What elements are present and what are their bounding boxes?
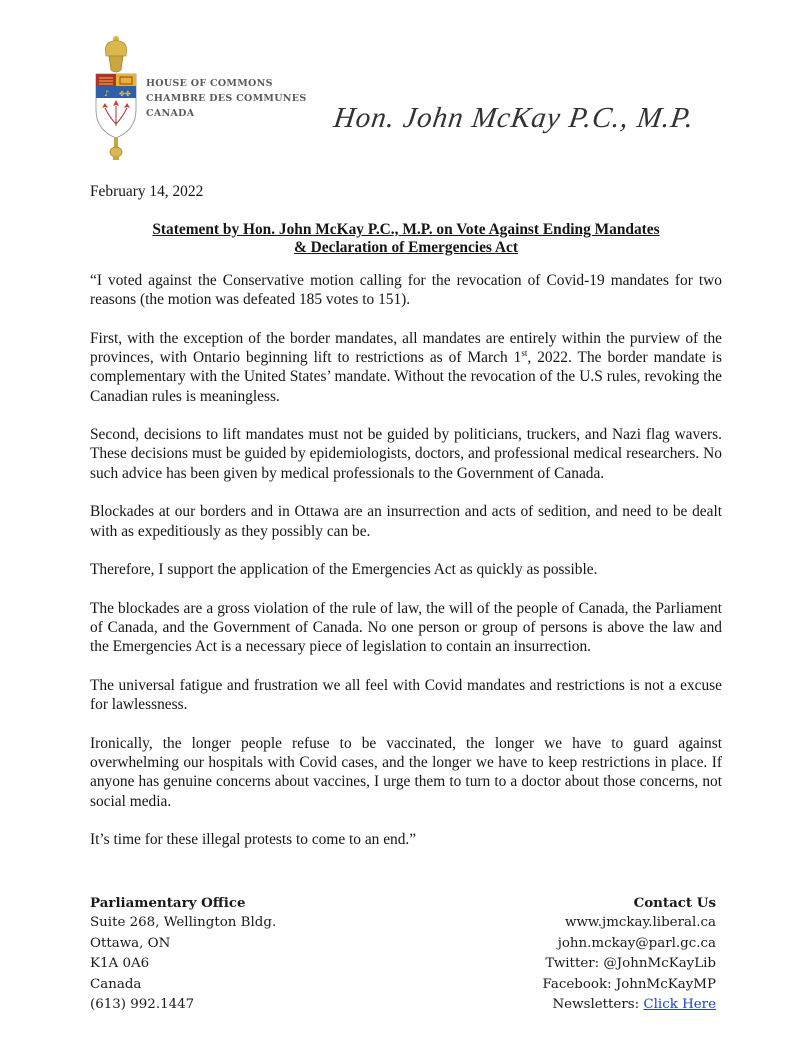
- institution-line-country: CANADA: [146, 108, 195, 119]
- contact-heading: Contact Us: [633, 895, 716, 911]
- paragraph-text: First, with the exception of the border mandates, all mandates are entirely within the purview of the provinces, with Ontario beginning lift to restrictions as of March 1: [90, 329, 722, 367]
- statement-title: [90, 221, 722, 256]
- statement-body: [90, 271, 722, 869]
- contact-block: [542, 893, 716, 1015]
- paragraph-vote: “I voted against the Conservative motion calling for the revocation of Covid-19 mandates for two reasons (the motion was defeated 185 votes to 151).: [90, 272, 722, 309]
- parliamentary-office-block: [90, 893, 276, 1015]
- paragraph-emergencies-act-support: Therefore, I support the application of the Emergencies Act as quickly as possible.: [90, 561, 598, 579]
- newsletters-label: Newsletters:: [552, 997, 644, 1013]
- office-phone: (613) 992.1447: [90, 997, 195, 1013]
- contact-facebook: Facebook: JohnMcKayMP: [542, 976, 716, 992]
- paragraph-vaccines: Ironically, the longer people refuse to be vaccinated, the longer we have to guard against overwhelming our hospitals with Covid cases, and the longer we have to keep restrictions in place. If anyone has genuine concerns about vaccines, I urge them to turn to a doctor about those concerns, not social media.: [90, 734, 722, 810]
- paragraph-text: , 2022. The border mandate is complementary with the United States’ mandate. Without the revocation of the U.S rules, revoking the Canadian rules is meaningless.: [90, 349, 723, 405]
- office-heading: Parliamentary Office: [90, 895, 246, 911]
- paragraph-blockades: Blockades at our borders and in Ottawa are an insurrection and acts of sedition, and need to be dealt with as expeditiously as they possibly can be.: [90, 503, 722, 540]
- house-of-commons-crest-icon: [88, 34, 144, 162]
- paragraph-second-reason: Second, decisions to lift mandates must not be guided by politicians, truckers, and Nazi flag wavers. These decisions must be guided by epidemiologists, doctors, and professional medical researchers. No such advice has been given by medical professionals to the Government of Canada.: [90, 426, 722, 482]
- contact-newsletters: [542, 995, 716, 1015]
- paragraph-closing: It’s time for these illegal protests to come to an end.”: [90, 831, 417, 849]
- institution-name: [146, 76, 306, 121]
- office-postal-code: K1A 0A6: [90, 956, 150, 972]
- ordinal-suffix: st: [521, 347, 528, 358]
- member-name-signature: Hon. John McKay P.C., M.P.: [331, 102, 697, 134]
- paragraph-fatigue: The universal fatigue and frustration we all feel with Covid mandates and restrictions is not a excuse for lawlessness.: [90, 677, 722, 714]
- institution-line-en: HOUSE OF COMMONS: [146, 78, 273, 89]
- contact-email: john.mckay@parl.gc.ca: [557, 935, 716, 951]
- paragraph-rule-of-law: The blockades are a gross violation of the rule of law, the will of the people of Canada, the Parliament of Canada, and the Government of Canada. No one person or group of persons is above the law and the Emergencies Act is a necessary piece of legislation to contain an insurrection.: [90, 599, 722, 656]
- institution-line-fr: CHAMBRE DES COMMUNES: [146, 93, 307, 104]
- office-address-line: Suite 268, Wellington Bldg.: [90, 915, 277, 931]
- statement-date: February 14, 2022: [90, 183, 204, 200]
- svg-text:♪: ♪: [104, 89, 110, 98]
- newsletters-click-here-link[interactable]: Click Here: [643, 997, 716, 1013]
- contact-website: www.jmckay.liberal.ca: [564, 915, 716, 931]
- paragraph-first-reason: [90, 329, 722, 406]
- office-city: Ottawa, ON: [90, 935, 171, 951]
- office-country: Canada: [90, 976, 142, 992]
- statement-title-line-1: Statement by Hon. John McKay P.C., M.P. on Vote Against Ending Mandates: [152, 221, 660, 238]
- contact-twitter: Twitter: @JohnMcKayLib: [545, 956, 716, 972]
- statement-title-line-2: & Declaration of Emergencies Act: [294, 238, 518, 256]
- svg-text:✤✤: ✤✤: [119, 90, 131, 98]
